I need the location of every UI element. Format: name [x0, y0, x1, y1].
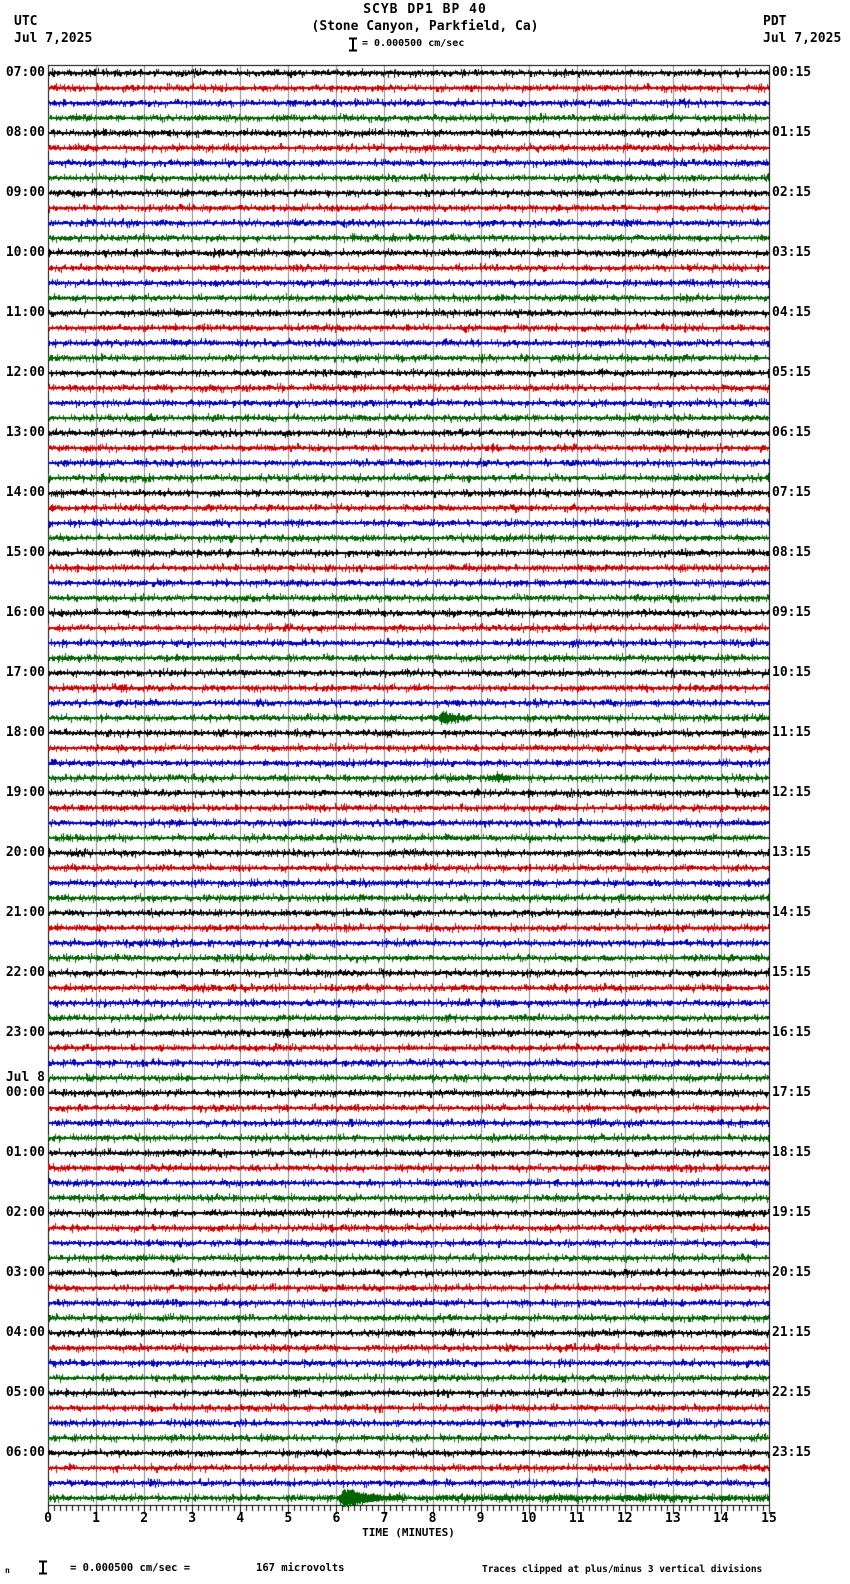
utc-hour-label: 20:00 [5, 845, 45, 860]
utc-hour-label: 22:00 [5, 965, 45, 980]
utc-hour-label: 11:00 [5, 305, 45, 320]
scale-bar-icon [348, 37, 358, 56]
axis-tick-label: 0 [44, 1511, 52, 1526]
footer-clip-note: Traces clipped at plus/minus 3 vertical divisions [482, 1564, 763, 1575]
utc-hour-label: 13:00 [5, 425, 45, 440]
utc-hour-label: 15:00 [5, 545, 45, 560]
utc-hour-label: 10:00 [5, 245, 45, 260]
pdt-timezone-label: PDT [763, 14, 787, 29]
utc-hour-label: 16:00 [5, 605, 45, 620]
pdt-date-label: Jul 7,2025 [763, 31, 842, 46]
pdt-hour-label: 16:15 [772, 1025, 812, 1040]
utc-hour-label: 19:00 [5, 785, 45, 800]
axis-tick-label: 3 [188, 1511, 197, 1526]
utc-timezone-label: UTC [14, 14, 38, 29]
utc-hour-label: 17:00 [5, 665, 45, 680]
pdt-hour-label: 00:15 [772, 65, 812, 80]
axis-tick-label: 7 [380, 1511, 389, 1526]
utc-hour-label: 01:00 [5, 1145, 45, 1160]
scale-marker: n [5, 1566, 10, 1575]
pdt-hour-label: 10:15 [772, 665, 812, 680]
axis-tick-label: 9 [476, 1511, 485, 1526]
pdt-hour-label: 08:15 [772, 545, 812, 560]
axis-tick-label: 1 [92, 1511, 100, 1526]
station-subtitle: (Stone Canyon, Parkfield, Ca) [311, 19, 539, 34]
axis-tick-label: 10 [520, 1511, 537, 1526]
pdt-hour-label: 14:15 [772, 905, 812, 920]
utc-hour-label: 18:00 [5, 725, 45, 740]
utc-hour-label: 12:00 [5, 365, 45, 380]
utc-hour-label: 00:00 [5, 1085, 45, 1100]
pdt-hour-label: 18:15 [772, 1145, 812, 1160]
utc-hour-label: 03:00 [5, 1265, 45, 1280]
footer-scale-bar-icon [38, 1560, 48, 1579]
utc-hour-label: 14:00 [5, 485, 45, 500]
axis-tick-label: 4 [236, 1511, 245, 1526]
utc-hour-label: 07:00 [5, 65, 45, 80]
pdt-hour-label: 20:15 [772, 1265, 812, 1280]
axis-tick-label: 11 [568, 1511, 585, 1526]
station-title: SCYB DP1 BP 40 [363, 2, 487, 17]
axis-title: TIME (MINUTES) [362, 1526, 455, 1539]
utc-hour-label: 04:00 [5, 1325, 45, 1340]
axis-tick-label: 13 [665, 1511, 681, 1526]
utc-hour-label: 05:00 [5, 1385, 45, 1400]
pdt-hour-label: 22:15 [772, 1385, 812, 1400]
footer-microvolts-text: 167 microvolts [256, 1562, 345, 1574]
pdt-hour-label: 06:15 [772, 425, 812, 440]
axis-tick-label: 15 [761, 1511, 777, 1526]
utc-hour-label: 02:00 [5, 1205, 45, 1220]
pdt-hour-label: 11:15 [772, 725, 812, 740]
pdt-hour-label: 21:15 [772, 1325, 812, 1340]
pdt-hour-label: 17:15 [772, 1085, 812, 1100]
footer-scale-text: = 0.000500 cm/sec = [70, 1562, 191, 1574]
pdt-hour-label: 02:15 [772, 185, 812, 200]
utc-hour-label: 23:00 [5, 1025, 45, 1040]
pdt-hour-label: 12:15 [772, 785, 812, 800]
date-change-label: Jul 8 [5, 1070, 45, 1085]
axis-tick-label: 14 [713, 1511, 729, 1526]
pdt-hour-label: 04:15 [772, 305, 812, 320]
pdt-hour-label: 09:15 [772, 605, 812, 620]
pdt-hour-label: 03:15 [772, 245, 812, 260]
axis-tick-label: 2 [140, 1511, 149, 1526]
axis-tick-label: 12 [616, 1511, 633, 1526]
utc-hour-label: 06:00 [5, 1445, 45, 1460]
pdt-hour-label: 13:15 [772, 845, 812, 860]
axis-tick-label: 6 [332, 1511, 341, 1526]
pdt-hour-label: 05:15 [772, 365, 812, 380]
axis-tick-label: 5 [284, 1511, 293, 1526]
pdt-hour-label: 19:15 [772, 1205, 812, 1220]
pdt-hour-label: 07:15 [772, 485, 812, 500]
pdt-hour-label: 15:15 [772, 965, 812, 980]
pdt-hour-label: 23:15 [772, 1445, 812, 1460]
pdt-hour-label: 01:15 [772, 125, 812, 140]
utc-hour-label: 08:00 [5, 125, 45, 140]
utc-hour-label: 21:00 [5, 905, 45, 920]
scale-label: = 0.000500 cm/sec [362, 38, 465, 49]
utc-date-label: Jul 7,2025 [14, 31, 93, 46]
utc-hour-label: 09:00 [5, 185, 45, 200]
axis-tick-label: 8 [428, 1511, 437, 1526]
